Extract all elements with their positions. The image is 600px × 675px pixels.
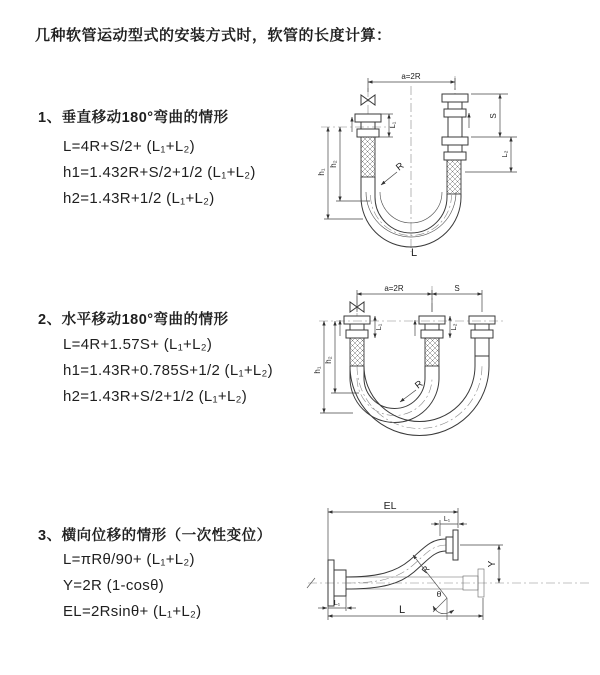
formula-line: h1=1.43R+0.785S+1/2 (L₁+L₂) (63, 362, 273, 379)
hose-u-bend-original (350, 366, 439, 422)
dim-label-theta: θ (436, 589, 442, 599)
pipe-stem (448, 117, 462, 137)
dim-label-r: R (419, 563, 432, 576)
braided-hose (425, 338, 439, 366)
hose-displaced (346, 539, 446, 589)
right-flange-original (442, 137, 468, 160)
angle-arc (433, 606, 454, 614)
dim-label-l: L (398, 604, 406, 616)
braided-hose (361, 137, 375, 177)
dim-label-l2: L₂ (500, 150, 509, 158)
braided-hose (447, 160, 461, 194)
right-flange-displaced (446, 530, 458, 560)
formula-line: L=πRθ/90+ (L₁+L₂) (63, 551, 195, 568)
dim-label-h1: h₁ (317, 168, 326, 176)
dim-label-h2: h₂ (329, 160, 338, 168)
formula-line: Y=2R (1-cosθ) (63, 577, 165, 594)
left-flange (344, 316, 370, 338)
dim-label-l1: L₁ (388, 121, 397, 129)
formula-line: L=4R+S/2+ (L₁+L₂) (63, 138, 195, 155)
dim-label-a2r: a=2R (401, 72, 421, 81)
dim-label-l1: L₁ (374, 323, 383, 331)
dim-label-a2r: a=2R (384, 284, 404, 293)
section-3-heading: 3、横向位移的情形（一次性变位） (38, 528, 272, 544)
formula-line: EL=2Rsinθ+ (L₁+L₂) (63, 603, 202, 620)
formula-line: h2=1.43R+1/2 (L₁+L₂) (63, 190, 215, 207)
pipe-stem (475, 338, 489, 356)
dim-label-l: L (410, 247, 418, 259)
angle-ray (433, 598, 447, 612)
right-flange-moved (469, 316, 495, 338)
diagram-lateral-displacement (300, 498, 600, 648)
dim-label-l2: L₂ (449, 323, 458, 331)
dim-label-s: S (489, 113, 498, 119)
dim-label-l1-top: L₁ (443, 516, 451, 523)
left-flange (355, 114, 381, 137)
section-2-heading: 2、水平移动180°弯曲的情形 (38, 312, 229, 328)
dim-label-l1-bottom: L₁ (333, 600, 341, 607)
radius-leader (400, 390, 416, 402)
dim-label-h1: h₁ (313, 366, 322, 374)
right-flange-raised (442, 94, 468, 117)
dim-label-y: Y (487, 560, 498, 568)
diagram-horizontal-180-bend (295, 278, 595, 473)
formula-line: h1=1.432R+S/2+1/2 (L₁+L₂) (63, 164, 256, 181)
radius-leader (381, 172, 397, 185)
page-title: 几种软管运动型式的安装方式时，软管的长度计算： (35, 27, 392, 44)
dim-label-r: R (394, 160, 407, 174)
radius-leader (413, 555, 447, 598)
dim-label-s: S (454, 284, 460, 293)
diagram-vertical-180-bend (295, 64, 595, 264)
dim-label-h2: h₂ (324, 356, 333, 364)
middle-flange-original (419, 316, 445, 338)
formula-line: L=4R+1.57S+ (L₁+L₂) (63, 336, 213, 353)
dim-label-r: R (413, 378, 426, 392)
braided-hose (350, 338, 364, 366)
formula-line: h2=1.43R+S/2+1/2 (L₁+L₂) (63, 388, 248, 405)
section-1-heading: 1、垂直移动180°弯曲的情形 (38, 110, 229, 126)
dim-label-el: EL (383, 500, 397, 512)
